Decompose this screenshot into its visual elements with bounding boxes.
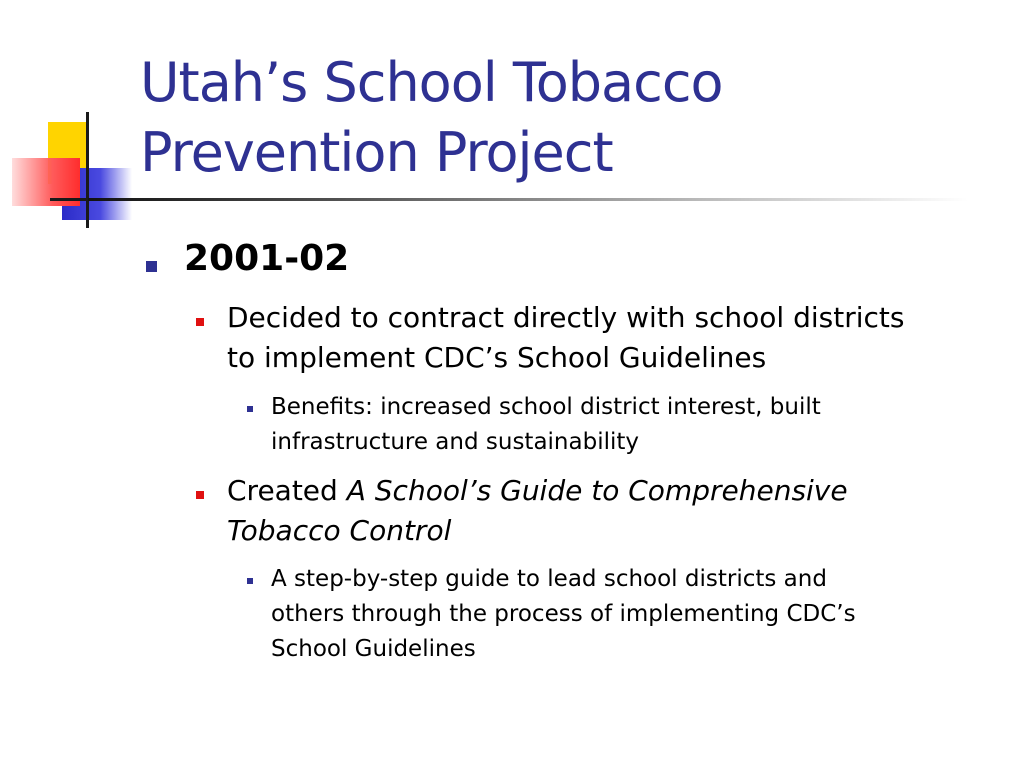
vertical-line	[86, 112, 89, 228]
bullet-square-icon	[247, 578, 253, 584]
horizontal-tick	[50, 198, 90, 201]
bullet-square-icon	[196, 491, 204, 499]
bullet-square-icon	[247, 406, 253, 412]
bullet-line	[227, 511, 997, 551]
year-heading: 2001-02	[184, 238, 350, 279]
bullet-square-icon	[196, 318, 204, 326]
bullet-line: others through the process of implementing CDC’s	[271, 601, 856, 627]
bullet-line: infrastructure and sustainability	[271, 429, 639, 455]
title-line-1: Utah’s School Tobacco	[140, 51, 723, 114]
bullet-square-icon	[146, 261, 157, 272]
title-underline	[88, 198, 968, 201]
bullet-line	[227, 471, 997, 511]
title-line-2: Prevention Project	[140, 121, 613, 184]
guide-title-part-2: Tobacco Control	[227, 514, 452, 547]
bullet-line: Decided to contract directly with school districts	[227, 301, 905, 334]
created-prefix: Created	[227, 474, 347, 507]
sub-bullet-benefits	[271, 390, 971, 460]
bullet-line: School Guidelines	[271, 636, 476, 662]
sub-bullet-step-by-step	[271, 562, 971, 667]
bullet-item-created	[227, 471, 997, 551]
slide-title	[140, 48, 1000, 188]
bullet-item-contract	[227, 298, 997, 378]
bullet-line: Benefits: increased school district interest, built	[271, 394, 821, 420]
guide-title-part-1: A School’s Guide to Comprehensive	[346, 474, 848, 507]
bullet-line: A step-by-step guide to lead school districts and	[271, 566, 827, 592]
bullet-line: to implement CDC’s School Guidelines	[227, 341, 767, 374]
